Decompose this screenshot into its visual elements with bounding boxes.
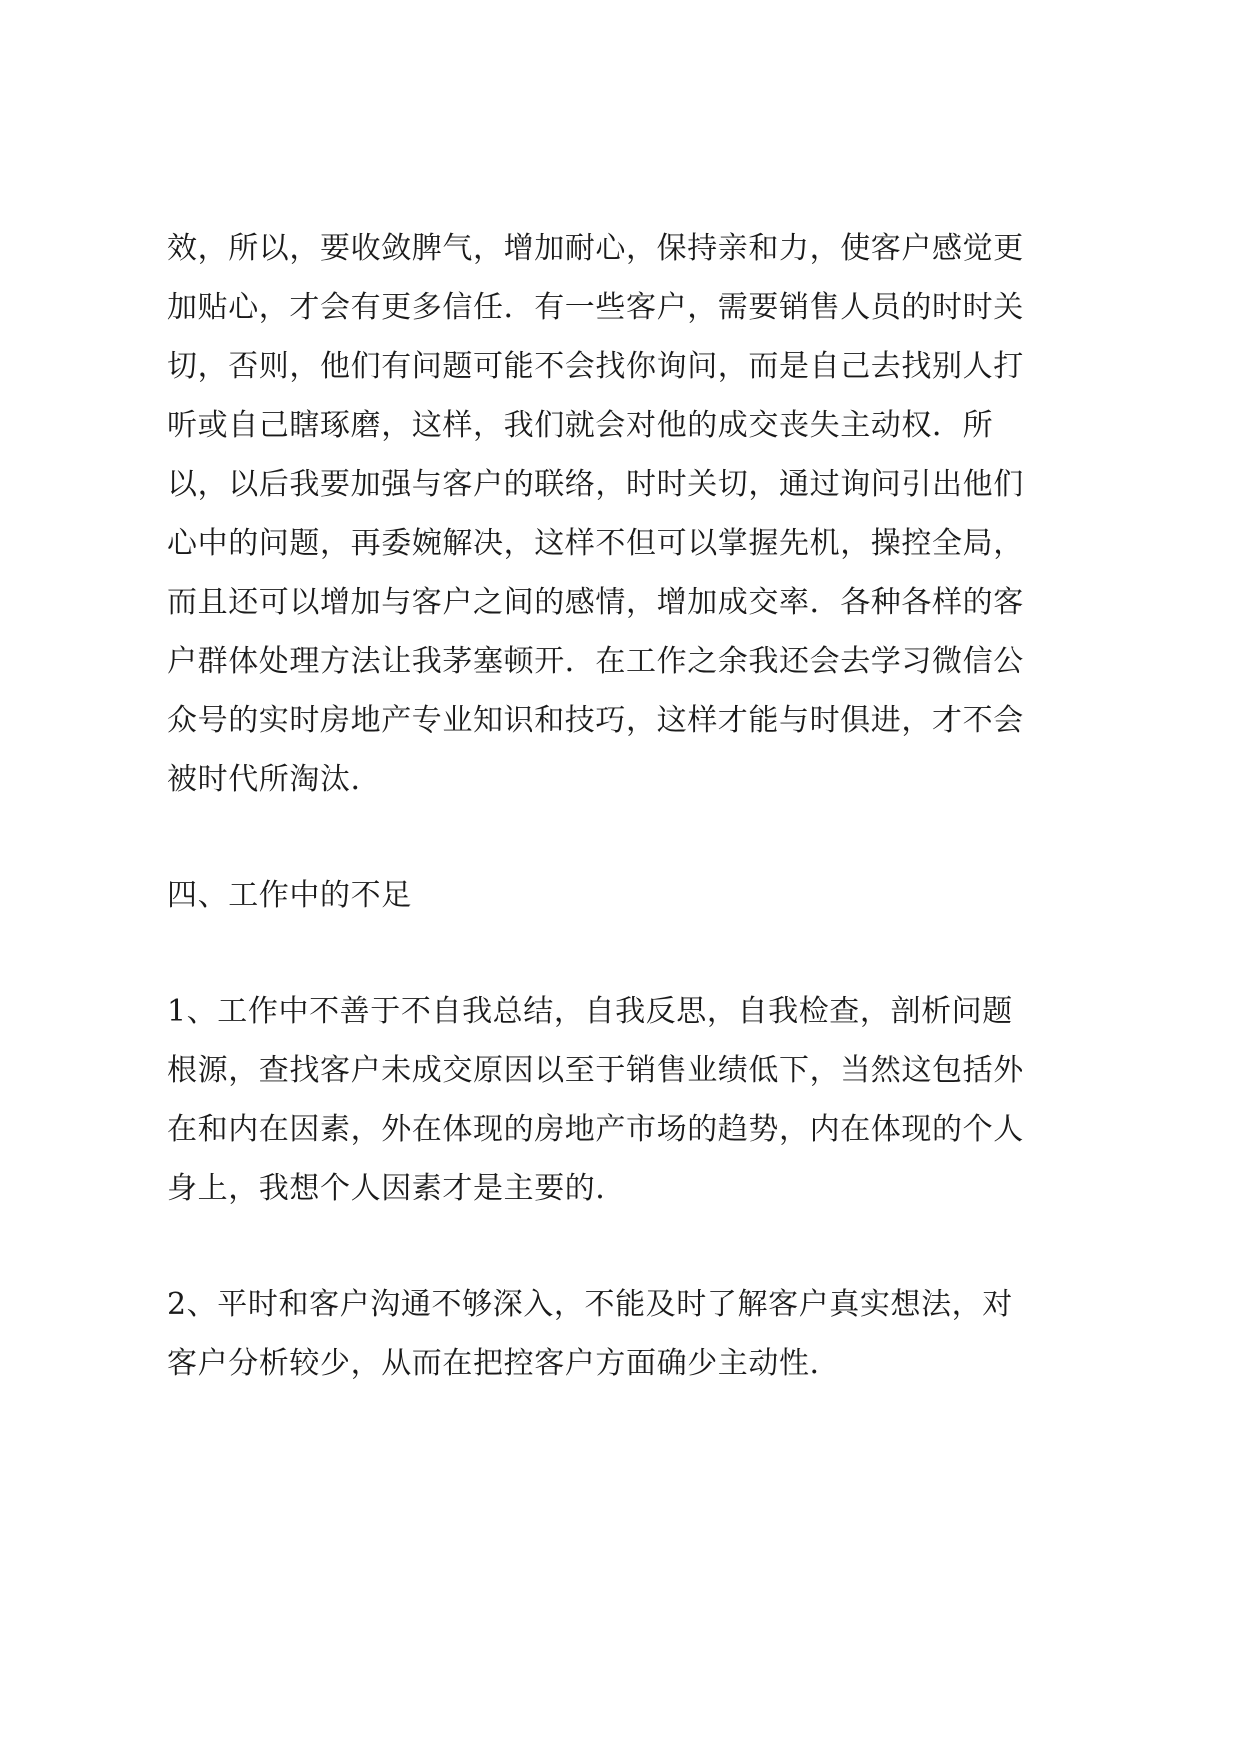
list-item-line: 身上，我想个人因素才是主要的． (167, 1171, 626, 1206)
section-heading: 四、工作中的不足 (167, 878, 412, 913)
list-item-line: 客户分析较少，从而在把控客户方面确少主动性． (167, 1346, 841, 1381)
list-item-line: 根源，查找客户未成交原因以至于销售业绩低下，当然这包括外 (167, 1053, 1024, 1088)
paragraph-line: 而且还可以增加与客户之间的感情，增加成交率．各种各样的客 (167, 585, 1024, 620)
paragraph-line: 以，以后我要加强与客户的联络，时时关切，通过询问引出他们 (167, 467, 1024, 502)
paragraph-line: 众号的实时房地产专业知识和技巧，这样才能与时俱进，才不会 (167, 703, 1024, 738)
list-item-line: 1、工作中不善于不自我总结，自我反思，自我检查，剖析问题 (167, 994, 1013, 1029)
paragraph-line: 心中的问题，再委婉解决，这样不但可以掌握先机，操控全局， (167, 526, 1024, 561)
list-item-line: 2、平时和客户沟通不够深入，不能及时了解客户真实想法，对 (167, 1287, 1013, 1322)
paragraph-line: 切，否则，他们有问题可能不会找你询问，而是自己去找别人打 (167, 349, 1024, 384)
paragraph-line: 效，所以，要收敛脾气，增加耐心，保持亲和力，使客户感觉更 (167, 231, 1024, 266)
paragraph-line: 被时代所淘汰． (167, 762, 382, 797)
paragraph-line: 户群体处理方法让我茅塞顿开．在工作之余我还会去学习微信公 (167, 644, 1024, 679)
list-item-line: 在和内在因素，外在体现的房地产市场的趋势，内在体现的个人 (167, 1112, 1024, 1147)
paragraph-line: 听或自己瞎琢磨，这样，我们就会对他的成交丧失主动权．所 (167, 408, 994, 443)
paragraph-line: 加贴心，才会有更多信任．有一些客户，需要销售人员的时时关 (167, 290, 1024, 325)
